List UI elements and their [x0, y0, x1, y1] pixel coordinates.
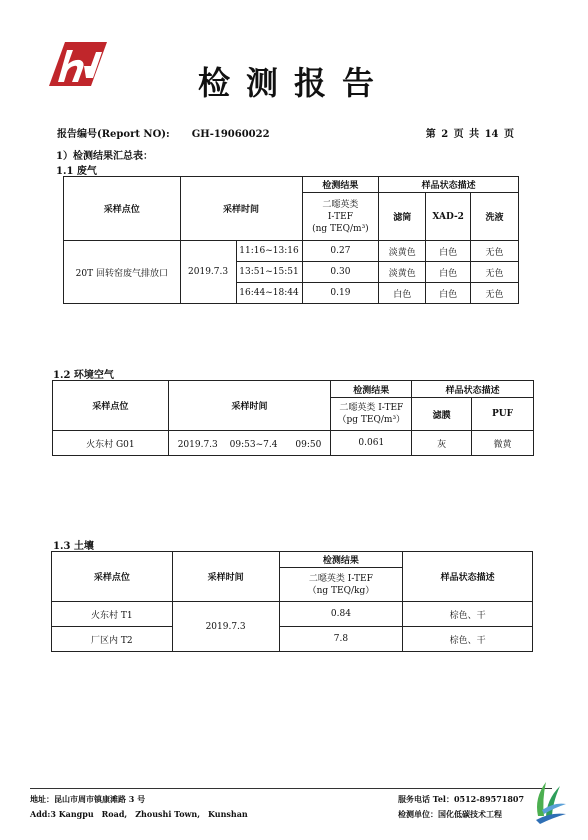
header-result: 检测结果	[279, 552, 403, 568]
report-number	[57, 125, 270, 140]
summary-heading: 1）检测结果汇总表：	[56, 151, 153, 162]
cell-filter: 淡黄色	[379, 262, 426, 283]
table-row	[64, 241, 519, 262]
cell-location: 厂区内 T2	[52, 627, 173, 652]
table-row	[52, 627, 533, 652]
cell-date: 2019.7.3	[180, 241, 236, 304]
cell-time: 11:16~13:16	[236, 241, 302, 262]
section-1-2-heading: 1.2 环境空气	[53, 370, 114, 381]
ambient-air-table	[52, 380, 534, 456]
cell-xad: 白色	[426, 241, 471, 262]
header-location: 采样点位	[52, 552, 173, 602]
header-analyte: 二噁英类 I-TEF (ng TEQ/m³)	[302, 193, 379, 241]
header-membrane: 滤膜	[412, 398, 472, 431]
cell-state: 棕色、干	[403, 627, 533, 652]
cell-location: 火东村 T1	[52, 602, 173, 627]
header-time: 采样时间	[168, 381, 331, 431]
cell-wash: 无色	[471, 262, 519, 283]
leaf-emblem-icon	[532, 776, 568, 824]
cell-value: 0.061	[331, 431, 412, 456]
footer-address-en: Add:3 Kangpu Road, Zhoushi Town, Kunshan	[30, 809, 248, 819]
header-time: 采样时间	[172, 552, 279, 602]
footer-phone: 服务电话 Tel：0512-89571807	[398, 794, 525, 804]
cell-value: 0.30	[302, 262, 379, 283]
cell-value: 0.27	[302, 241, 379, 262]
cell-location: 火东村 G01	[53, 431, 169, 456]
cell-filter: 白色	[379, 283, 426, 304]
header-state: 样品状态描述	[379, 177, 519, 193]
cell-wash: 无色	[471, 241, 519, 262]
header-analyte: 二噁英类 I-TEF （ng TEQ/kg）	[279, 568, 403, 602]
cell-xad: 白色	[426, 283, 471, 304]
header-time: 采样时间	[180, 177, 302, 241]
exhaust-gas-table	[63, 176, 519, 304]
cell-time: 2019.7.3 09:53~7.4 09:50	[168, 431, 331, 456]
footer-address-cn: 地址：昆山市周市镇康滩路 3 号	[30, 794, 146, 804]
cell-time: 13:51~15:51	[236, 262, 302, 283]
header-result: 检测结果	[331, 381, 412, 398]
header-analyte: 二噁英类 I-TEF （pg TEQ/m³）	[331, 398, 412, 431]
cell-date: 2019.7.3	[172, 602, 279, 652]
header-state: 样品状态描述	[412, 381, 534, 398]
header-location: 采样点位	[53, 381, 169, 431]
header-result: 检测结果	[302, 177, 379, 193]
cell-value: 0.19	[302, 283, 379, 304]
cell-xad: 白色	[426, 262, 471, 283]
header-xad: XAD-2	[426, 193, 471, 241]
cell-value: 0.84	[279, 602, 403, 627]
cell-time: 16:44~18:44	[236, 283, 302, 304]
header-puf: PUF	[472, 398, 534, 431]
footer-divider	[30, 788, 552, 789]
section-1-1-heading: 1.1 废气	[56, 166, 97, 177]
cell-wash: 无色	[471, 283, 519, 304]
soil-table	[51, 551, 533, 652]
report-number-value: GH-19060022	[191, 129, 270, 140]
page-title: 检测报告	[197, 64, 390, 102]
section-1-3-heading: 1.3 土壤	[53, 541, 94, 552]
cell-value: 7.8	[279, 627, 403, 652]
header-location: 采样点位	[64, 177, 181, 241]
page-info: 第 2 页 共 14 页	[425, 129, 514, 140]
table-row	[52, 602, 533, 627]
cell-puf: 微黄	[472, 431, 534, 456]
cell-state: 棕色、干	[403, 602, 533, 627]
cell-filter: 淡黄色	[379, 241, 426, 262]
footer-unit: 检测单位：国化低碳技术工程	[398, 809, 502, 819]
header-state: 样品状态描述	[403, 552, 533, 602]
report-number-label: 报告编号(Report NO):	[57, 129, 170, 140]
header-wash: 洗液	[471, 193, 519, 241]
cell-location: 20T 回转窑废气排放口	[64, 241, 181, 304]
table-row	[53, 431, 534, 456]
cell-membrane: 灰	[412, 431, 472, 456]
header-filter: 滤筒	[379, 193, 426, 241]
